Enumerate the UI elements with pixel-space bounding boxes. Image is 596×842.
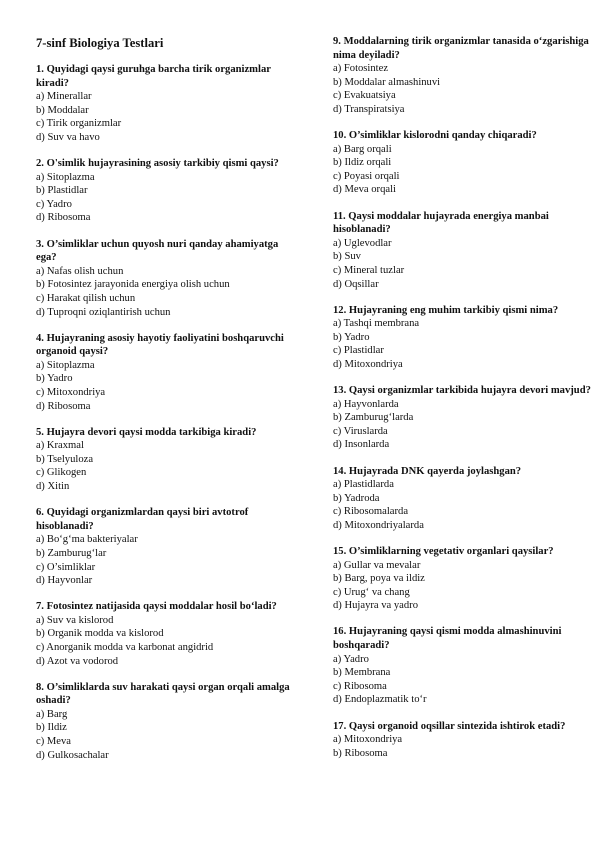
answer-option: c) O’simliklar xyxy=(36,561,96,573)
question-block xyxy=(36,157,298,225)
right-column xyxy=(333,35,595,773)
document-title: 7-sinf Biologiya Testlari xyxy=(36,36,164,50)
answer-option: b) Barg, poya va ildiz xyxy=(333,573,425,585)
answer-option: b) Plastidlar xyxy=(36,185,88,197)
answer-option: c) Harakat qilish uchun xyxy=(36,292,136,304)
answer-option: d) Ribosoma xyxy=(36,212,91,224)
answer-option: a) Uglevodlar xyxy=(333,237,392,249)
answer-option: b) Tselyuloza xyxy=(36,453,94,465)
answer-option: d) Hayvonlar xyxy=(36,575,93,587)
answer-option: d) Xitin xyxy=(36,481,70,493)
answer-option: b) Organik modda va kislorod xyxy=(36,628,164,640)
answer-option: c) Tirik organizmlar xyxy=(36,118,122,130)
question-block xyxy=(36,426,298,494)
question-block xyxy=(333,210,595,292)
question-block xyxy=(333,129,595,197)
question-text: 6. Quyidagi organizmlardan qaysi biri avtotrof hisoblanadi? xyxy=(36,507,249,532)
answer-option: b) Yadro xyxy=(333,331,370,343)
answer-option: d) Azot va vodorod xyxy=(36,655,119,667)
answer-option: c) Ribosoma xyxy=(333,680,387,692)
answer-option: b) Ildiz xyxy=(36,722,67,734)
answer-option: c) Evakuatsiya xyxy=(333,90,396,102)
answer-option: b) Ildiz orqali xyxy=(333,157,392,169)
answer-option: a) Plastidlarda xyxy=(333,479,394,491)
answer-option: b) Yadroda xyxy=(333,492,380,504)
question-block xyxy=(333,465,595,533)
answer-option: a) Kraxmal xyxy=(36,440,84,452)
question-block xyxy=(333,545,595,613)
answer-option: c) Meva xyxy=(36,736,71,748)
question-text: 10. O’simliklar kislorodni qanday chiqaradi? xyxy=(333,130,537,142)
question-text: 14. Hujayrada DNK qayerda joylashgan? xyxy=(333,465,522,477)
answer-option: a) Mitoxondriya xyxy=(333,734,403,746)
question-block xyxy=(333,625,595,707)
answer-option: c) Mitoxondriya xyxy=(36,386,106,398)
left-column xyxy=(36,35,298,775)
answer-option: c) Plastidlar xyxy=(333,345,384,357)
answer-option: c) Glikogen xyxy=(36,467,87,479)
question-text: 4. Hujayraning asosiy hayotiy faoliyatini boshqaruvchi organoid qaysi? xyxy=(36,332,284,358)
answer-option: d) Gulkosachalar xyxy=(36,749,109,761)
answer-option: c) Poyasi orqali xyxy=(333,170,400,182)
question-block xyxy=(333,35,595,117)
question-block xyxy=(333,720,595,761)
question-text: 3. O’simliklar uchun quyosh nuri qanday ahamiyatga ega? xyxy=(36,238,279,264)
answer-option: c) Viruslarda xyxy=(333,425,388,437)
question-text: 13. Qaysi organizmlar tarkibida hujayra devori mavjud? xyxy=(333,385,591,397)
question-block xyxy=(36,63,298,145)
answer-option: a) Tashqi membrana xyxy=(333,318,420,330)
answer-option: a) Suv va kislorod xyxy=(36,614,114,626)
answer-option: a) Minerallar xyxy=(36,91,92,103)
answer-option: a) Hayvonlarda xyxy=(333,398,399,410)
answer-option: d) Tuproqni oziqlantirish uchun xyxy=(36,306,171,318)
answer-option: c) Urug‘ va chang xyxy=(333,586,410,598)
answer-option: b) Zamburug‘larda xyxy=(333,412,414,424)
question-text: 7. Fotosintez natijasida qaysi moddalar hosil bo‘ladi? xyxy=(36,601,277,613)
answer-option: c) Mineral tuzlar xyxy=(333,264,405,276)
answer-option: b) Moddalar xyxy=(36,104,89,116)
answer-option: a) Barg orqali xyxy=(333,143,392,155)
answer-option: d) Mitoxondriya xyxy=(333,358,403,370)
answer-option: b) Suv xyxy=(333,251,361,263)
question-block xyxy=(36,681,298,763)
answer-option: d) Meva orqali xyxy=(333,184,396,196)
answer-option: a) Bo‘g‘ma bakteriyalar xyxy=(36,534,138,546)
question-text: 16. Hujayraning qaysi qismi modda almashinuvini boshqaradi? xyxy=(333,626,562,652)
question-text: 2. O'simlik hujayrasining asosiy tarkibiy qismi qaysi? xyxy=(36,158,279,170)
answer-option: b) Zamburug‘lar xyxy=(36,547,107,559)
question-block xyxy=(36,238,298,320)
question-block xyxy=(36,332,298,414)
answer-option: b) Membrana xyxy=(333,667,391,679)
answer-option: d) Ribosoma xyxy=(36,400,91,412)
answer-option: a) Nafas olish uchun xyxy=(36,265,124,277)
answer-option: d) Endoplazmatik to‘r xyxy=(333,694,427,706)
answer-option: a) Gullar va mevalar xyxy=(333,559,421,571)
question-block xyxy=(36,600,298,668)
answer-option: d) Oqsillar xyxy=(333,278,379,290)
answer-option: d) Insonlarda xyxy=(333,439,390,451)
answer-option: a) Sitoplazma xyxy=(36,171,95,183)
answer-option: b) Fotosintez jarayonida energiya olish uchun xyxy=(36,279,230,291)
question-block xyxy=(333,384,595,452)
answer-option: a) Fotosintez xyxy=(333,63,389,75)
answer-option: d) Suv va havo xyxy=(36,131,100,143)
answer-option: c) Anorganik modda va karbonat angidrid xyxy=(36,641,214,653)
answer-option: a) Sitoplazma xyxy=(36,359,95,371)
question-text: 9. Moddalarning tirik organizmlar tanasida o‘zgarishiga nima deyiladi? xyxy=(333,36,589,61)
answer-option: d) Hujayra va yadro xyxy=(333,600,419,612)
answer-option: c) Yadro xyxy=(36,198,72,210)
answer-option: b) Ribosoma xyxy=(333,747,388,759)
answer-option: b) Yadro xyxy=(36,373,73,385)
question-text: 17. Qaysi organoid oqsillar sintezida ishtirok etadi? xyxy=(333,720,566,732)
answer-option: a) Yadro xyxy=(333,653,369,665)
question-text: 8. O’simliklarda suv harakati qaysi organ orqali amalga oshadi? xyxy=(36,681,290,707)
question-block xyxy=(333,304,595,372)
question-text: 5. Hujayra devori qaysi modda tarkibiga kiradi? xyxy=(36,426,257,438)
question-text: 15. O’simliklarning vegetativ organlari qaysilar? xyxy=(333,546,554,557)
answer-option: c) Ribosomalarda xyxy=(333,506,409,518)
question-text: 12. Hujayraning eng muhim tarkibiy qismi nima? xyxy=(333,304,559,316)
question-text: 1. Quyidagi qaysi guruhga barcha tirik organizmlar kiradi? xyxy=(36,64,271,89)
question-block xyxy=(36,506,298,588)
answer-option: a) Barg xyxy=(36,708,68,720)
answer-option: b) Moddalar almashinuvi xyxy=(333,76,441,88)
answer-option: d) Transpiratsiya xyxy=(333,103,405,115)
question-text: 11. Qaysi moddalar hujayrada energiya manbai hisoblanadi? xyxy=(333,210,549,236)
answer-option: d) Mitoxondriyalarda xyxy=(333,519,424,531)
